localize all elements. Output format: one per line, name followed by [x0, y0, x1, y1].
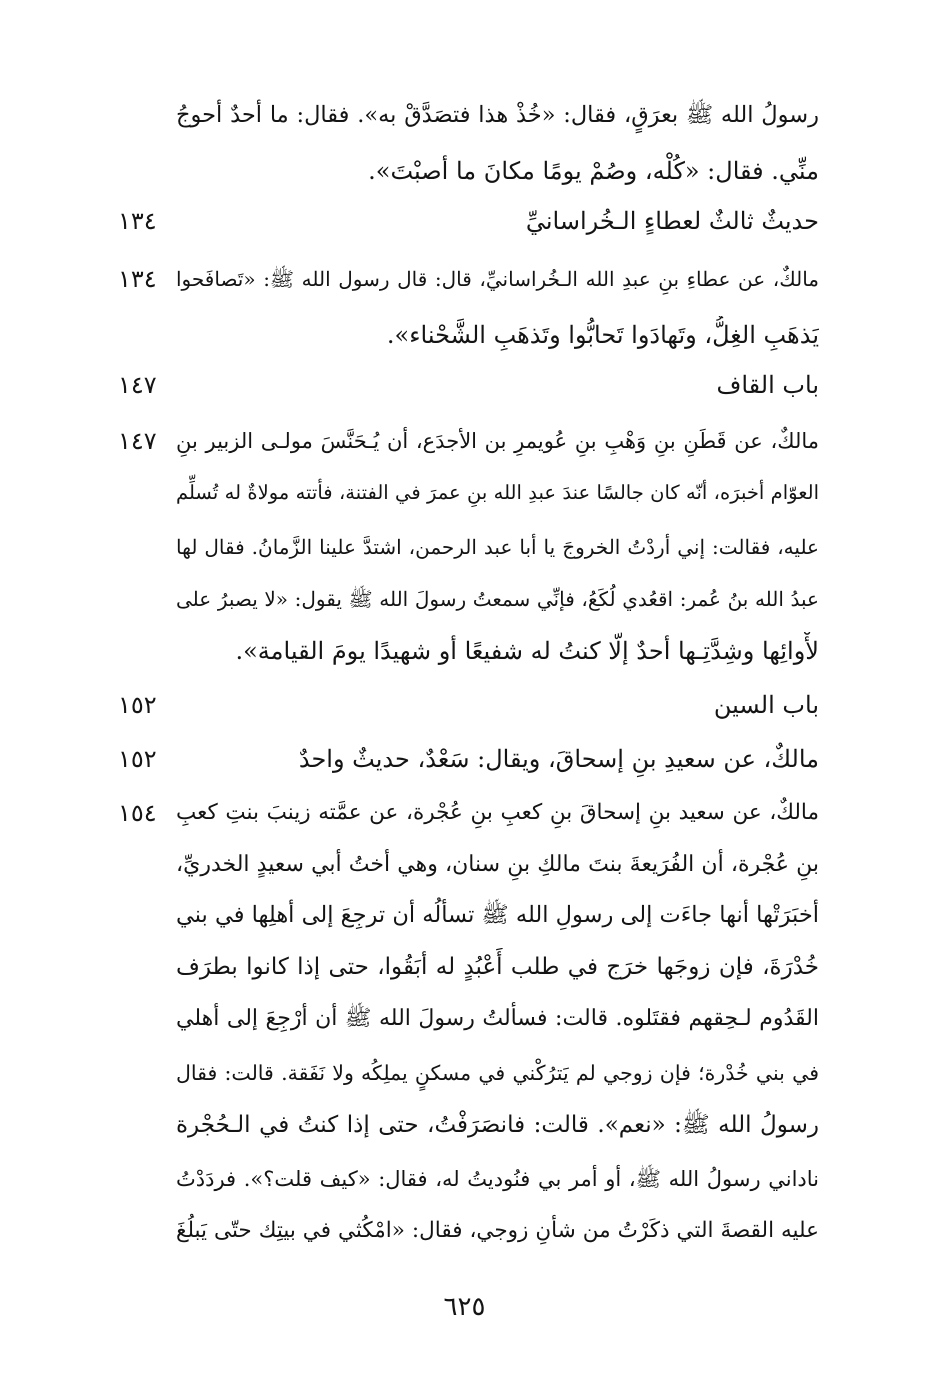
section-heading: باب السين: [713, 691, 819, 719]
text-line: منِّي. فقال: «كُلْه، وصُمْ يومًا مكانَ ما أصبْتَ».: [368, 157, 819, 185]
reference-number: ١٥٢: [118, 745, 157, 773]
text-line: يَذهَبِ الغِلُّ، وتَهادَوا تَحابُّوا وتَذهَبِ الشَّحْناء».: [386, 321, 819, 349]
reference-number: ١٥٢: [118, 691, 157, 719]
reference-number: ١٤٧: [118, 427, 157, 455]
page-number: ٦٢٥: [443, 1292, 486, 1322]
text-line: في بني خُدْرة؛ فإن زوجي لم يَترُكْني في مسكنٍ يملِكُه ولا نَفَقة. قالت: فقال: [176, 1061, 819, 1085]
text-line: بنِ عُجْرة، أن الفُرَيعةَ بنتَ مالكِ بنِ سنان، وهي أختُ أبي سعيدٍ الخدريِّ،: [176, 852, 819, 877]
text-line: رسولُ الله ﷺ: «نعم». قالت: فانصَرَفْتُ، حتى إذا كنتُ في الـحُجْرة: [176, 1112, 819, 1138]
text-line: مالكٌ، عن سعيد بنِ إسحاقَ بنِ كعبِ بنِ عُجْرة، عن عمَّته زينبَ بنتِ كعبِ: [176, 800, 819, 825]
text-line: ناداني رسولُ الله ﷺ، أو أمر بي فنُوديتُ له، فقال: «كيف قلت؟». فردَدْتُ: [176, 1167, 819, 1191]
text-line: خُدْرَةَ، فإن زوجَها خرَج في طلب أَعْبُدٍ له أبَقُوا، حتى إذا كانوا بطرَف: [176, 954, 819, 980]
text-line: مالكٌ، عن عطاءِ بنِ عبدِ الله الـخُراسانيِّ، قال: قال رسول الله ﷺ: «تَصافَحوا: [176, 267, 819, 291]
text-line: أخبَرَتْها أنها جاءَت إلى رسولِ الله ﷺ تسألُه أن ترجِعَ إلى أهلِها في بني: [176, 902, 819, 928]
reference-number: ١٥٤: [118, 799, 157, 827]
text-line: مالكٌ، عن سعيدِ بنِ إسحاقَ، ويقال: سَعْدٌ، حديثٌ واحدٌ: [298, 745, 819, 773]
text-line: مالكٌ، عن قَطَنِ بنِ وَهْبِ بنِ عُويمرِ بن الأجدَع، أن يُـحَنَّسَ مولـى الزبير بنِ: [176, 429, 819, 453]
reference-number: ١٤٧: [118, 371, 157, 399]
text-line: عليه، فقالت: إني أردْتُ الخروجَ يا أبا عبد الرحمن، اشتدَّ علينا الزَّمانُ. فقال لها: [176, 535, 819, 559]
section-heading: باب القاف: [716, 371, 819, 399]
text-line: عليه القصةَ التي ذكَرْتُ من شأنِ زوجي، فقال: «امْكُثي في بيتِك حتّى يَبلُغَ: [176, 1218, 819, 1243]
text-line: القَدُوم لـحِقهم فقتَلوه. قالت: فسألتُ رسولَ الله ﷺ أن أرْجِعَ إلى أهلي: [176, 1006, 819, 1031]
text-line: لأْوائِها وشِدَّتِـها أحدٌ إلّا كنتُ له شفيعًا أو شهيدًا يومَ القيامة».: [235, 637, 819, 665]
text-line: عبدُ الله بنُ عُمر: اقعُدي لُكَعُ، فإنِّي سمعتُ رسولَ الله ﷺ يقول: «لا يصبرُ على: [176, 587, 819, 611]
section-heading: حديثٌ ثالثٌ لعطاءٍ الـخُراسانيِّ: [525, 207, 819, 235]
reference-number: ١٣٤: [118, 207, 157, 235]
reference-number: ١٣٤: [118, 265, 157, 293]
text-line: رسولُ الله ﷺ بعرَقٍ، فقال: «خُذْ هذا فتصَدَّقْ به». فقال: ما أحدٌ أحوجُ: [176, 102, 819, 128]
text-line: العوّام أخبرَه، أنّه كان جالسًا عندَ عبدِ الله بنِ عمرَ في الفتنة، فأتته مولاةٌ له تُسلِّم: [176, 481, 819, 504]
